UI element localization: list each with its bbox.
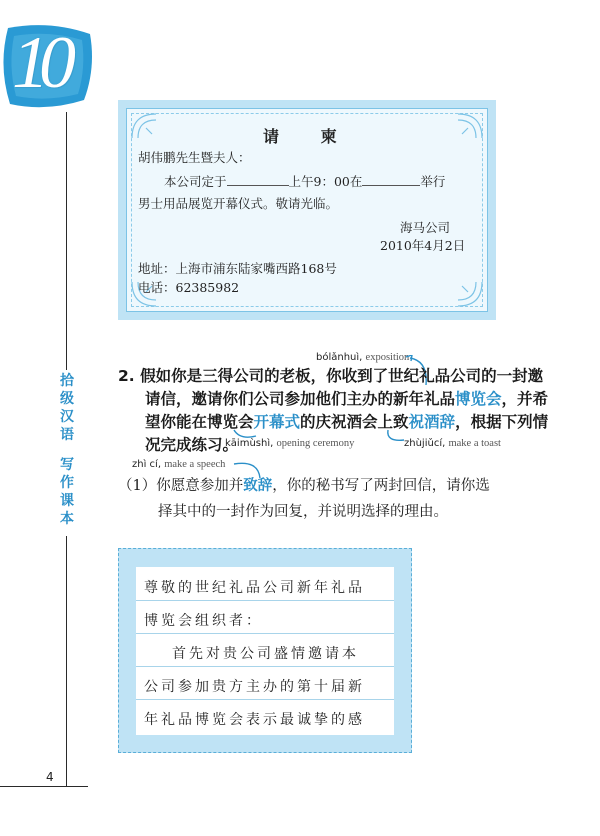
side-title-char: 语 <box>60 427 74 443</box>
letter-line3: 首先对贵公司盛情邀请本 <box>172 646 359 662</box>
letter-rule <box>136 699 394 700</box>
invitation-phone: 电话：62385982 <box>138 280 240 295</box>
side-title-char: 拾 <box>60 373 74 389</box>
invitation-sender: 海马公司 <box>400 220 451 235</box>
chapter-number: 10 <box>12 22 66 104</box>
invitation-line1: 本公司定于 上午9：00在 举行 <box>164 174 446 189</box>
side-title-char: 级 <box>60 391 74 407</box>
invitation-date: 2010年4月2日 <box>380 238 466 253</box>
gloss-zhici: zhì cí, make a speech <box>132 459 226 470</box>
place-blank[interactable] <box>362 185 420 186</box>
keyword-zhici: 致辞 <box>243 477 273 494</box>
keyword-zhujiuci: 祝酒辞 <box>408 413 456 431</box>
side-rule-top <box>66 112 67 370</box>
letter-line2: 博览会组织者： <box>144 613 263 629</box>
subquestion-line1: （1）你愿意参加并致辞，你的秘书写了两封回信，请你选 <box>118 477 490 494</box>
letter-line1: 尊敬的世纪礼品公司新年礼品 <box>144 580 365 596</box>
letter-rule <box>136 600 394 601</box>
invitation-salutation: 胡伟鹏先生暨夫人： <box>138 150 251 165</box>
keyword-kaimushi: 开幕式 <box>253 413 301 431</box>
subquestion-line2: 择其中的一封作为回复，并说明选择的理由。 <box>158 504 448 520</box>
invitation-address: 地址：上海市浦东陆家嘴西路168号 <box>138 261 337 276</box>
side-book-title <box>56 372 78 528</box>
gloss-bolanhui: bólǎnhuì, exposition <box>316 352 410 363</box>
letter-rule <box>136 666 394 667</box>
side-rule-bottom <box>66 536 67 786</box>
invitation-title: 请 柬 <box>263 127 355 146</box>
footer-rule <box>0 786 88 787</box>
letter-line4: 公司参加贵方主办的第十届新 <box>144 679 365 695</box>
keyword-bolanhui: 博览会 <box>455 390 502 408</box>
question-line1: 2. 假如你是三得公司的老板，你收到了世纪礼品公司的一封邀 <box>118 367 544 385</box>
question-line4: 况完成练习。 <box>145 436 239 454</box>
question-line3: 望你能在博览会开幕式的庆祝酒会上致祝酒辞，根据下列情 <box>145 413 549 431</box>
side-title-char: 汉 <box>60 409 74 425</box>
date-blank[interactable] <box>227 185 289 186</box>
page-number: 4 <box>46 770 54 784</box>
invitation-line2: 男士用品展览开幕仪式。敬请光临。 <box>138 196 339 211</box>
gloss-kaimushi: kāimùshì, opening ceremony <box>225 438 355 449</box>
letter-line5: 年礼品博览会表示最诚挚的感 <box>144 712 365 728</box>
side-title-char: 作 <box>60 475 74 491</box>
side-title-char: 本 <box>60 511 74 527</box>
question-line2: 请信，邀请你们公司参加他们主办的新年礼品博览会，并希 <box>145 390 549 408</box>
side-title-char: 课 <box>60 493 74 509</box>
side-title-char: 写 <box>60 457 74 473</box>
question-number: 2. <box>118 367 135 385</box>
gloss-zhujiuci: zhùjiǔcí, make a toast <box>404 438 501 449</box>
letter-rule <box>136 633 394 634</box>
